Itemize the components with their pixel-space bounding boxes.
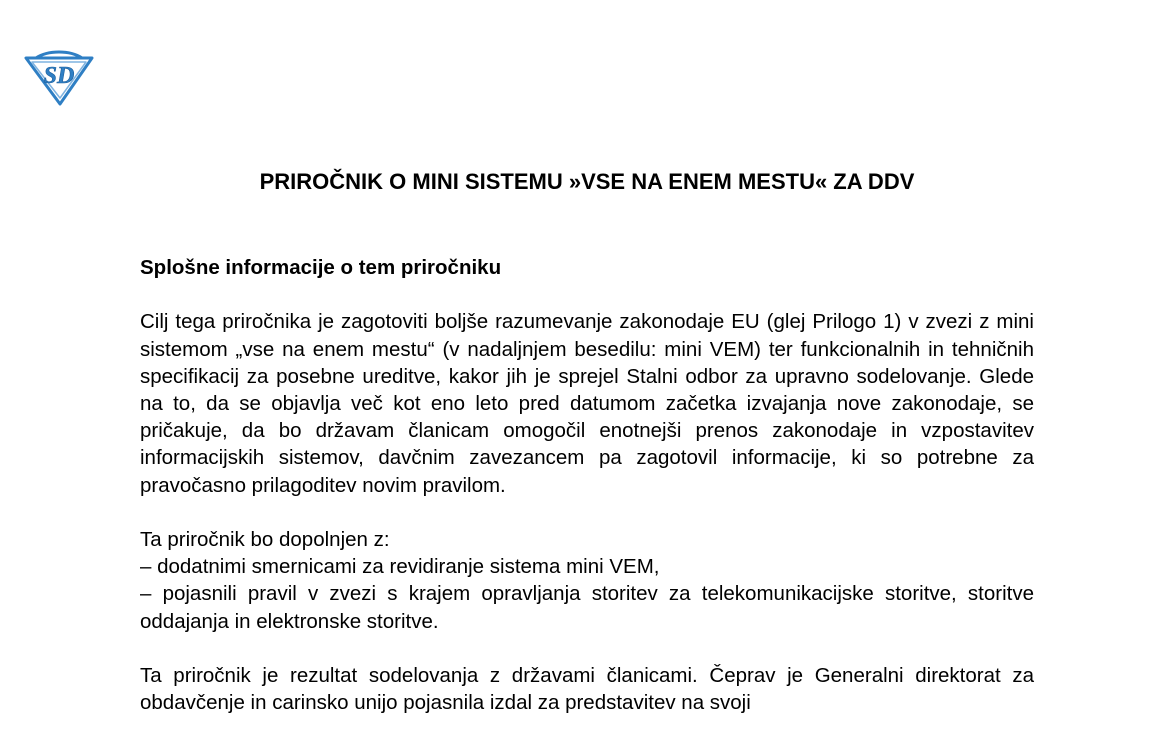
section-heading: Splošne informacije o tem priročniku — [140, 256, 502, 279]
paragraph-purpose: Cilj tega priročnika je zagotoviti boljše razumevanje zakonodaje EU (glej Prilogo 1) v zvezi z mini sistemom „vse na enem mestu“ (v nadaljnjem besedilu: mini VEM) ter funkcionalnih in tehničnih specifikacij za posebne ureditve, kakor jih je sprejel Stalni odbor za upravno sodelovanje. Glede na to, da se objavlja več kot eno leto pred datumom začetka izvajanja nove zakonodaje, se pričakuje, da bo državam članicam omogočil enotnejši prenos zakonodaje in vzpostavitev informacijskih sistemov, davčnim zavezancem pa zagotovil informacije, ki so potrebne za pravočasno prilagoditev novim pravilom. — [140, 310, 1034, 497]
supplement-item-audit: – dodatnimi smernicami za revidiranje sistema mini VEM, — [140, 555, 660, 579]
document-body — [140, 254, 1034, 744]
sd-shield-logo-icon — [22, 50, 96, 106]
logo — [22, 50, 96, 106]
paragraph-cooperation: Ta priročnik je rezultat sodelovanja z državami članicami. Čeprav je Generalni direktorat za obdavčenje in carinsko unijo pojasnila izdal za predstavitev na svoji — [140, 664, 1034, 715]
logo-letters: SD — [43, 63, 75, 89]
paragraph-supplement-intro: Ta priročnik bo dopolnjen z: — [140, 528, 390, 551]
document-title: PRIROČNIK O MINI SISTEMU »VSE NA ENEM MESTU« ZA DDV — [259, 169, 915, 194]
supplement-item-place-of-supply: – pojasnili pravil v zvezi s krajem opravljanja storitev za telekomunikacijske storitve, storitve oddajanja in elektronske storitve. — [140, 582, 1034, 633]
